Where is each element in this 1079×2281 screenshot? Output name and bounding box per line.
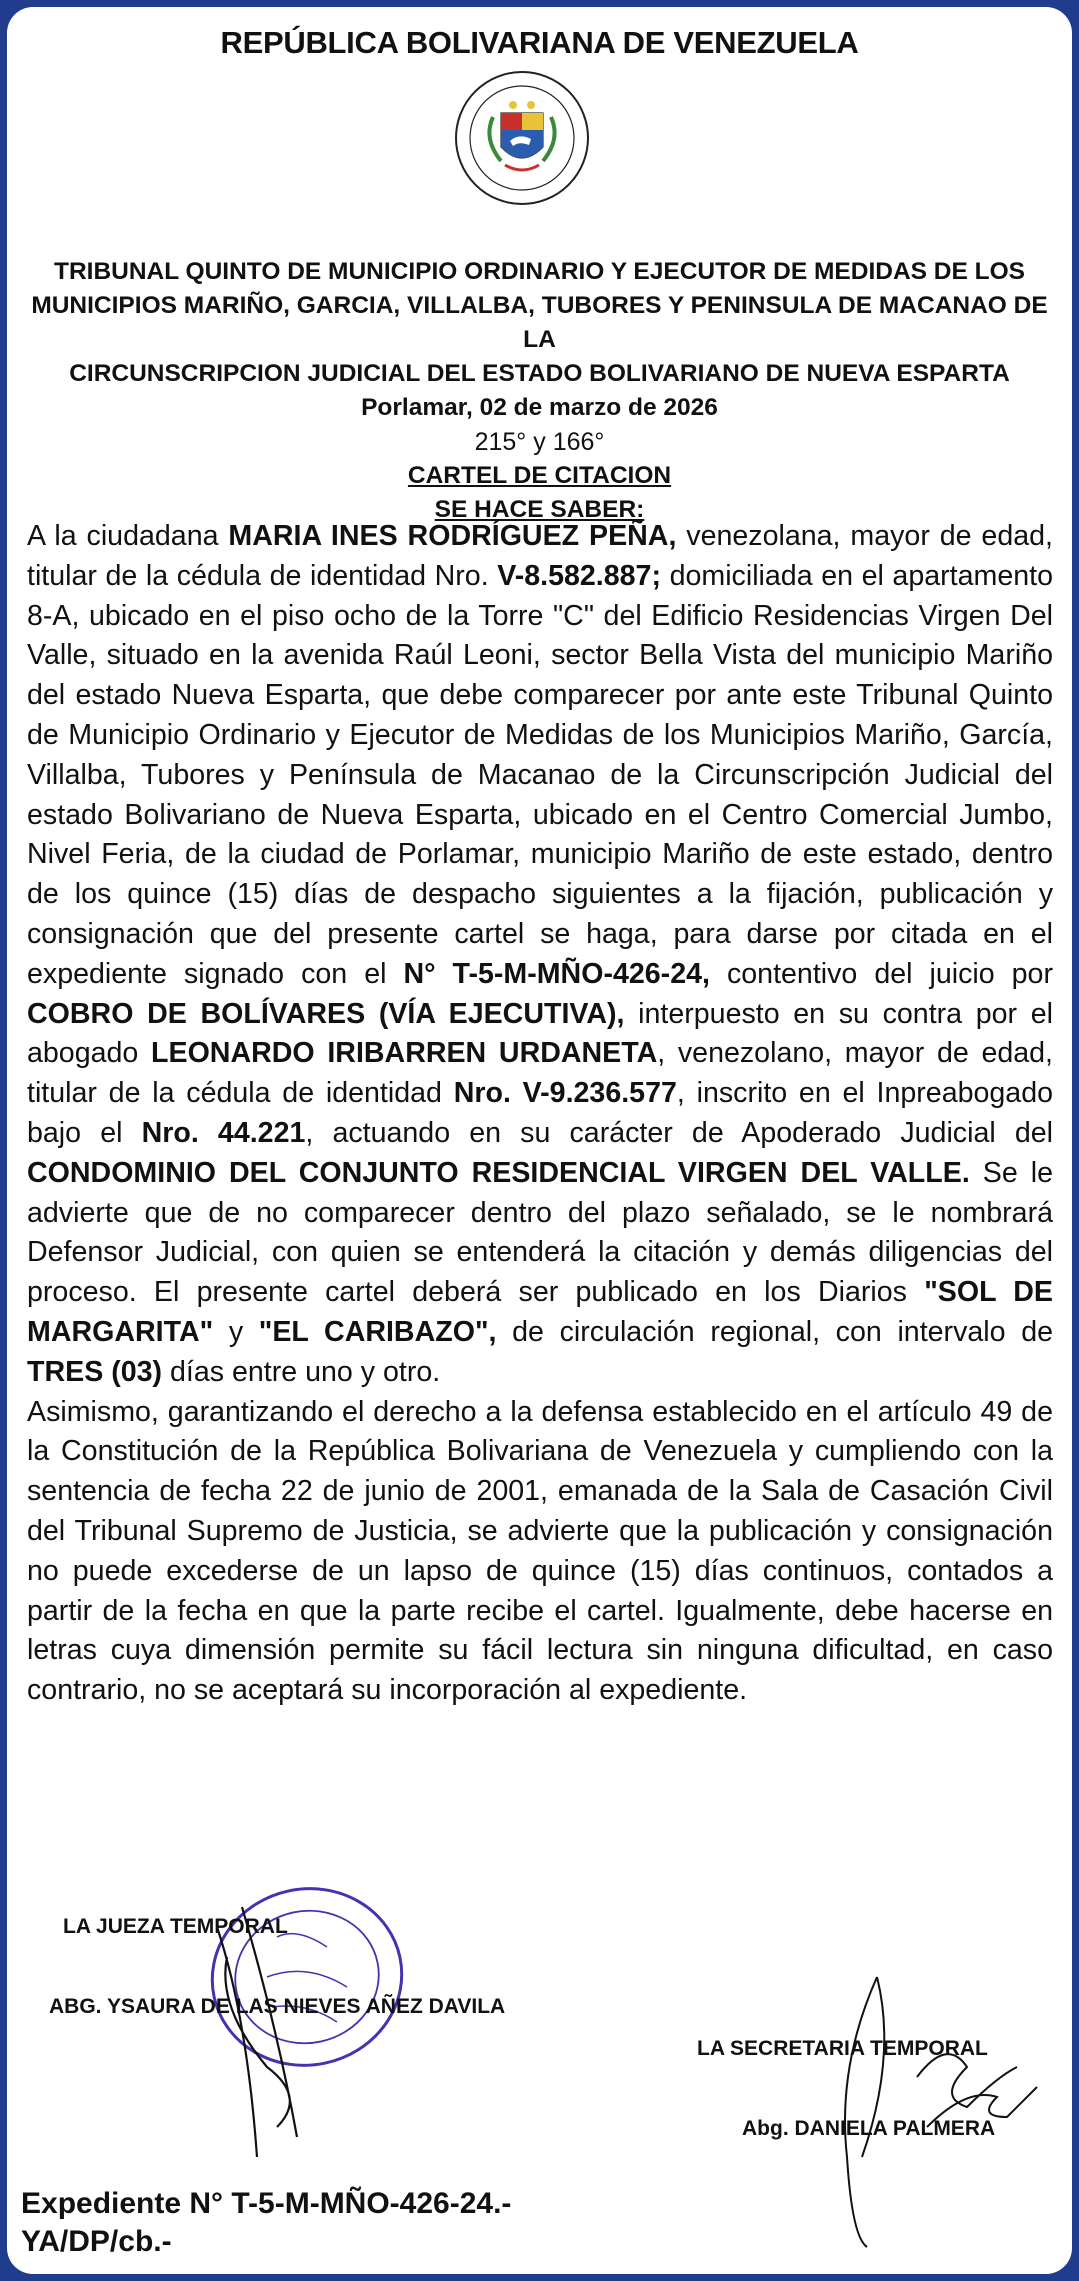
years-line: 215° y 166° xyxy=(474,428,605,456)
body-text: días entre uno y otro. xyxy=(162,1355,441,1388)
document-title: CARTEL DE CITACION xyxy=(407,462,672,489)
inpreabogado-number: Nro. 44.221 xyxy=(141,1116,306,1149)
lawyer-id: Nro. V-9.236.577 xyxy=(453,1077,677,1110)
body-text: Se le advierte que de no comparecer dentro del plazo señalado, se le nombrará Defensor Judicial, con quien se entenderá la citación y demás diligencias del proceso. El presente cartel deberá ser publicado en los Diarios xyxy=(27,1156,1053,1309)
case-number: N° T-5-M-MÑO-426-24, xyxy=(403,957,710,990)
court-name-line-2: MUNICIPIOS MARIÑO, GARCIA, VILLALBA, TUBORES Y PENINSULA DE MACANAO DE LA xyxy=(31,292,1048,353)
body-text: y xyxy=(213,1315,259,1348)
newspaper-1: "SOL DE MARGARITA" xyxy=(27,1276,1053,1348)
judge-name: ABG. YSAURA DE LAS NIEVES AÑEZ DAVILA xyxy=(49,1995,506,2018)
body-text: A la ciudadana xyxy=(27,520,229,552)
secretary-name: Abg. DANIELA PALMERA xyxy=(742,2117,996,2140)
body-paragraph-2: Asimismo, garantizando el derecho a la defensa establecido en el artículo 49 de la Constitución de la República Bolivariana de Venezuela y cumpliendo con la sentencia de fecha 22 de junio de 2001, emanada de la Sala de Casación Civil del Tribunal Supremo de Justicia, se advierte que la publicación y consignación no puede excederse de un lapso de quince (15) días continuos, contados a partir de la fecha en que la parte recibe el cartel. Igualmente, debe hacerse en letras cuya dimensión permite su fácil lectura sin ninguna dificultad, en caso contrario, no se aceptará su incorporación al expediente. xyxy=(27,1395,1053,1707)
court-name-line-3: CIRCUNSCRIPCION JUDICIAL DEL ESTADO BOLIVARIANO DE NUEVA ESPARTA xyxy=(69,360,1010,387)
body-text: , inscrito en el Inpreabogado bajo el xyxy=(27,1077,1054,1149)
secretary-signature xyxy=(817,1957,1047,2257)
body-text: , venezolano, mayor de edad, titular de la cédula de identidad xyxy=(27,1037,1054,1110)
body-text: contentivo del juicio por xyxy=(709,957,1053,990)
body-text: de circulación regional, con intervalo de xyxy=(496,1315,1053,1348)
body-text: , actuando en su carácter de Apoderado Judicial del xyxy=(305,1116,1053,1149)
case-type: COBRO DE BOLÍVARES (VÍA EJECUTIVA), xyxy=(27,997,625,1030)
body-paragraph-1 xyxy=(27,517,1053,1393)
document-date: Porlamar, 02 de marzo de 2026 xyxy=(361,394,718,421)
interval-days: TRES (03) xyxy=(27,1355,163,1388)
plaintiff-name: CONDOMINIO DEL CONJUNTO RESIDENCIAL VIRGEN DEL VALLE. xyxy=(27,1156,970,1189)
court-name-line-1: TRIBUNAL QUINTO DE MUNICIPIO ORDINARIO Y EJECUTOR DE MEDIDAS DE LOS xyxy=(53,258,1026,285)
secretary-title: LA SECRETARIA TEMPORAL xyxy=(697,2037,988,2060)
expediente-number: Expediente N° T-5-M-MÑO-426-24.- xyxy=(21,2187,512,2220)
person-name: MARIA INES RODRÍGUEZ PEÑA, xyxy=(228,520,677,552)
lawyer-name: LEONARDO IRIBARREN URDANETA xyxy=(151,1037,658,1070)
document-page xyxy=(7,7,1072,2274)
coat-of-arms-seal xyxy=(453,69,591,207)
document-subtitle: SE HACE SABER: xyxy=(434,496,645,523)
document-header xyxy=(17,255,1062,527)
judge-title: LA JUEZA TEMPORAL xyxy=(63,1915,288,1938)
body-text: interpuesto en su contra por el abogado xyxy=(27,997,1053,1070)
id-number: V-8.582.887; xyxy=(497,559,661,592)
body-text: venezolana, mayor de edad, titular de la cédula de identidad Nro. xyxy=(27,520,1053,592)
newspaper-2: "EL CARIBAZO", xyxy=(258,1315,497,1348)
country-heading: REPÚBLICA BOLIVARIANA DE VENEZUELA xyxy=(220,25,859,60)
initials: YA/DP/cb.- xyxy=(21,2225,172,2258)
body-text: domiciliada en el apartamento 8-A, ubicado en el piso ocho de la Torre "C" del Edificio Residencias Virgen Del Valle, situado en la avenida Raúl Leoni, sector Bella Vista del municipio Mariño del estado Nueva Esparta, que debe comparecer por ante este Tribunal Quinto de Municipio Ordinario y Ejecutor de Medidas de los Municipios Mariño, García, Villalba, Tubores y Península de Macanao de la Circunscripción Judicial del estado Bolivariano de Nueva Esparta, ubicado en el Centro Comercial Jumbo, Nivel Feria, de la ciudad de Porlamar, municipio Mariño de este estado, dentro de los quince (15) días de despacho siguientes a la fijación, publicación y consignación que del presente cartel se haga, para darse por citada en el expediente signado con el xyxy=(27,559,1053,990)
document-body xyxy=(27,517,1053,1711)
